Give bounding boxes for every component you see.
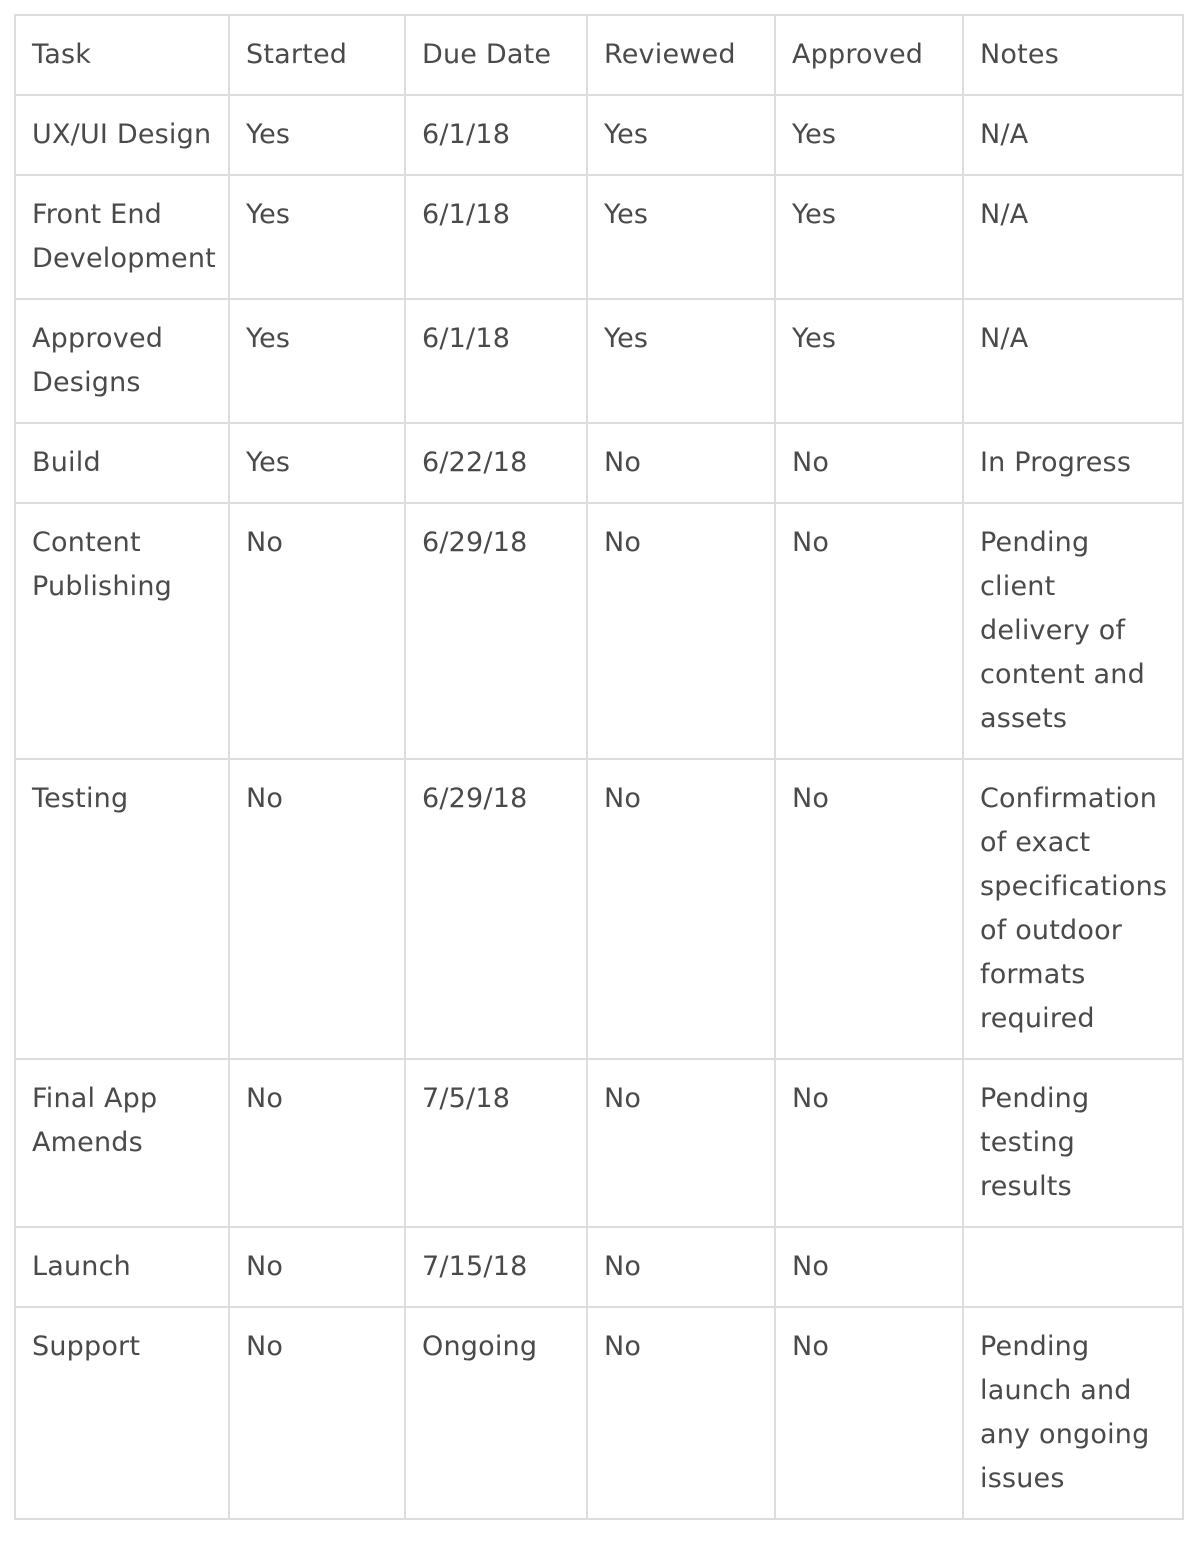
cell-due-date: 6/29/18 (405, 759, 587, 1059)
cell-started: No (229, 759, 405, 1059)
cell-task: Support (15, 1307, 229, 1519)
cell-notes (963, 1227, 1183, 1307)
cell-reviewed: Yes (587, 175, 775, 299)
table-container (14, 14, 1184, 1520)
table-header-row (15, 15, 1183, 95)
cell-started: Yes (229, 175, 405, 299)
cell-due-date: 7/15/18 (405, 1227, 587, 1307)
table-row (15, 299, 1183, 423)
task-status-table (14, 14, 1184, 1520)
table-row (15, 759, 1183, 1059)
cell-task: Content Publishing (15, 503, 229, 759)
cell-started: Yes (229, 299, 405, 423)
cell-notes: Pending launch and any ongoing issues (963, 1307, 1183, 1519)
table-row (15, 503, 1183, 759)
header-approved: Approved (775, 15, 963, 95)
cell-task: Build (15, 423, 229, 503)
cell-notes: In Progress (963, 423, 1183, 503)
table-row (15, 1227, 1183, 1307)
cell-reviewed: No (587, 759, 775, 1059)
cell-due-date: Ongoing (405, 1307, 587, 1519)
table-row (15, 1307, 1183, 1519)
cell-task: UX/UI Design (15, 95, 229, 175)
cell-approved: Yes (775, 95, 963, 175)
cell-started: No (229, 1227, 405, 1307)
cell-notes: Pending testing results (963, 1059, 1183, 1227)
cell-task: Final App Amends (15, 1059, 229, 1227)
cell-notes: Pending client delivery of content and assets (963, 503, 1183, 759)
cell-task: Testing (15, 759, 229, 1059)
cell-started: Yes (229, 423, 405, 503)
cell-reviewed: No (587, 503, 775, 759)
cell-due-date: 6/22/18 (405, 423, 587, 503)
cell-started: No (229, 1059, 405, 1227)
cell-due-date: 6/1/18 (405, 175, 587, 299)
cell-reviewed: No (587, 423, 775, 503)
cell-task: Approved Designs (15, 299, 229, 423)
header-notes: Notes (963, 15, 1183, 95)
cell-approved: No (775, 1227, 963, 1307)
cell-notes: N/A (963, 175, 1183, 299)
cell-reviewed: No (587, 1059, 775, 1227)
cell-notes: N/A (963, 299, 1183, 423)
cell-reviewed: No (587, 1307, 775, 1519)
cell-task: Launch (15, 1227, 229, 1307)
table-row (15, 95, 1183, 175)
cell-reviewed: Yes (587, 95, 775, 175)
cell-approved: No (775, 1059, 963, 1227)
cell-notes: Confirmation of exact specifications of outdoor formats required (963, 759, 1183, 1059)
cell-due-date: 6/1/18 (405, 95, 587, 175)
cell-due-date: 7/5/18 (405, 1059, 587, 1227)
header-reviewed: Reviewed (587, 15, 775, 95)
cell-reviewed: Yes (587, 299, 775, 423)
header-due-date: Due Date (405, 15, 587, 95)
cell-started: No (229, 503, 405, 759)
table-row (15, 423, 1183, 503)
cell-due-date: 6/29/18 (405, 503, 587, 759)
cell-notes: N/A (963, 95, 1183, 175)
header-task: Task (15, 15, 229, 95)
cell-approved: Yes (775, 175, 963, 299)
cell-started: No (229, 1307, 405, 1519)
cell-approved: No (775, 1307, 963, 1519)
cell-approved: No (775, 759, 963, 1059)
cell-approved: No (775, 503, 963, 759)
cell-task: Front End Development (15, 175, 229, 299)
cell-approved: Yes (775, 299, 963, 423)
cell-approved: No (775, 423, 963, 503)
cell-reviewed: No (587, 1227, 775, 1307)
cell-due-date: 6/1/18 (405, 299, 587, 423)
header-started: Started (229, 15, 405, 95)
cell-started: Yes (229, 95, 405, 175)
table-row (15, 1059, 1183, 1227)
table-row (15, 175, 1183, 299)
